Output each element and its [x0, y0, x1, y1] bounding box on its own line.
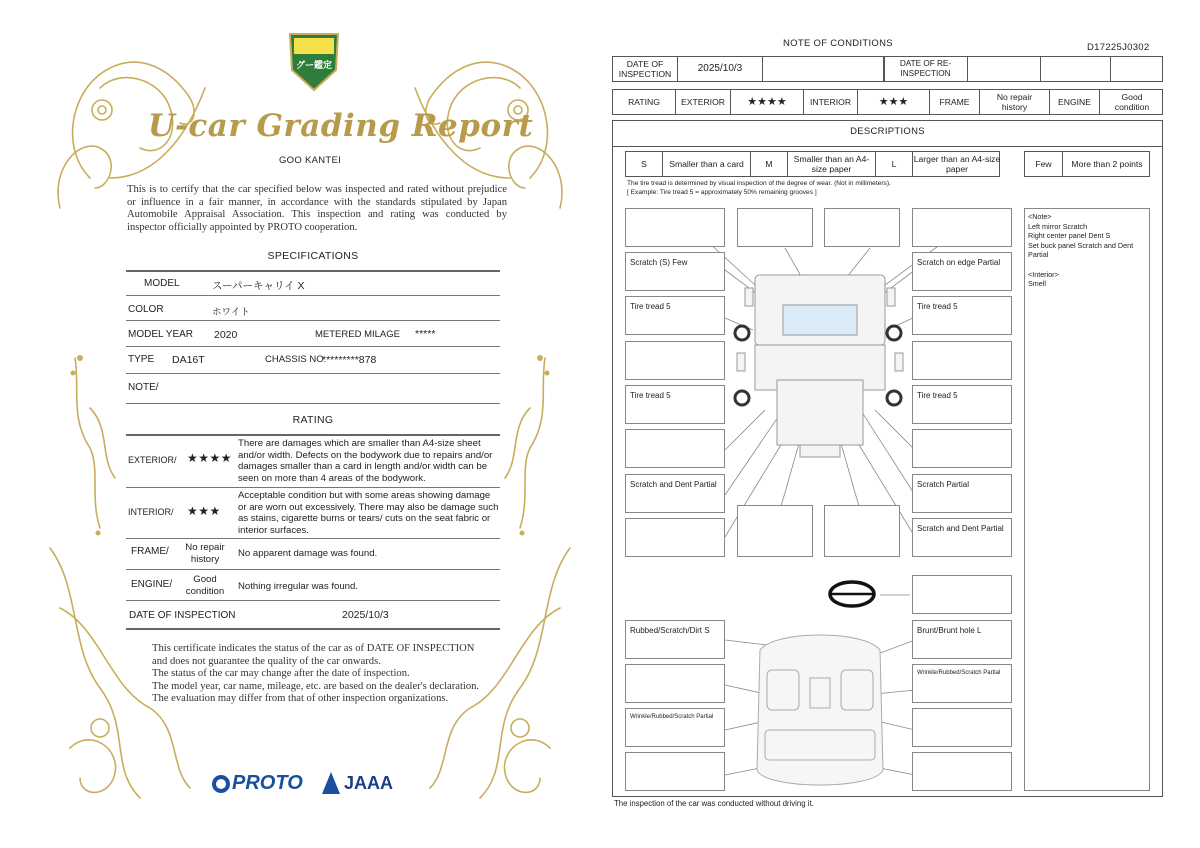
damage-box [625, 385, 725, 424]
damage-box [912, 385, 1012, 424]
ornamental-border [40, 28, 580, 828]
legend-few-desc: More than 2 points [1071, 159, 1143, 169]
exterior-stars: ★★★★ [187, 451, 233, 465]
date-of-inspection-value: 2025/10/3 [342, 609, 389, 621]
descriptions-heading: DESCRIPTIONS [850, 126, 925, 137]
proto-mark-icon [212, 775, 230, 793]
damage-box [824, 505, 900, 557]
frame-description: No apparent damage was found. [238, 548, 378, 559]
disclaimer-line: The evaluation may differ from that of other inspection organizations. [152, 693, 449, 705]
damage-box [912, 429, 1012, 468]
type-label: TYPE [128, 354, 155, 365]
legend-m-desc: Smaller than an A4-size paper [788, 152, 876, 176]
proto-logo-text: PROTO [232, 772, 303, 794]
steering-wheel-icon [830, 582, 874, 606]
damage-box-label: Scratch (S) Few [630, 258, 688, 267]
report-subtitle: GOO KANTEI [278, 155, 342, 166]
damage-box [912, 296, 1012, 335]
engine-label: ENGINE [1050, 90, 1100, 114]
engine-value: Good condition [1114, 92, 1150, 112]
damage-box [737, 505, 813, 557]
jaaa-mark-icon [322, 772, 340, 794]
damage-box [912, 664, 1012, 703]
rating-label: RATING [613, 90, 676, 114]
side-note-line: <Interior> [1028, 269, 1059, 279]
damage-box-label: Tire tread 5 [630, 391, 671, 400]
exterior-label: EXTERIOR [676, 90, 731, 114]
damage-box [912, 752, 1012, 791]
report-title: U-car Grading Report [148, 108, 534, 144]
side-note-line: <Note> [1028, 212, 1052, 221]
legend-few: Few [1025, 152, 1063, 176]
certification-intro: This is to certify that the car specified below was inspected and rated without prejudice or influence in a fair manner, in accordance with the standards stipulated by Japan Automobile Appraisal Association. This inspection and rating was conducted by inspector officially appointed by PROTO cooperation. [127, 184, 507, 233]
damage-box [912, 518, 1012, 557]
rating-heading: RATING [292, 414, 334, 426]
damage-box [625, 296, 725, 335]
exterior-description: There are damages which are smaller than A4-size sheet and/or width. Defects on the bodywork due to repairs and/or damages smaller than a card in length and/or width can be seen on more than 4 areas of the bodywork. [238, 438, 493, 484]
note-label: NOTE/ [128, 382, 159, 393]
interior-description: Acceptable condition but with some areas showing damage or are worn out excessively. There may also be damage such as stains, cigarette burns or tears/ cuts on the seat fabric or interior surfaces. [238, 490, 499, 536]
damage-box-label: Wrinkle/Rubbed/Scratch Partial [630, 714, 714, 720]
damage-box [912, 341, 1012, 380]
legend-s: S [626, 152, 663, 176]
damage-box [625, 474, 725, 513]
date-of-inspection-label: DATE OF INSPECTION [129, 610, 236, 621]
model-year-label: MODEL YEAR [128, 329, 194, 340]
exterior-stars: ★★★★ [731, 90, 804, 114]
damage-box [625, 620, 725, 659]
damage-box-label: Tire tread 5 [630, 302, 671, 311]
damage-box-label: Brunt/Brunt hole L [917, 626, 982, 635]
damage-box [625, 708, 725, 747]
damage-box [912, 252, 1012, 291]
side-note-line: Smell [1028, 279, 1046, 289]
date-of-inspection-value: 2025/10/3 [678, 57, 763, 81]
tire-note-2: [ Example: Tire tread 5 = approximately 50% remaining grooves ] [627, 189, 817, 196]
grading-certificate [40, 28, 580, 828]
metered-mileage-value: ***** [415, 328, 436, 340]
tire-note-1: The tire tread is determined by visual inspection of the degree of wear. (Not in millimeters). [627, 180, 891, 187]
damage-box [737, 208, 813, 247]
jaaa-logo-text: JAAA [344, 772, 394, 793]
interior-stars: ★★★ [858, 90, 930, 114]
damage-box-label: Tire tread 5 [917, 302, 958, 311]
damage-box-label: Scratch and Dent Partial [630, 480, 717, 489]
legend-l-desc: Larger than an A4-size paper [913, 154, 1001, 174]
frame-label: FRAME/ [131, 546, 169, 557]
interior-stars: ★★★ [187, 504, 221, 518]
damage-box-label: Scratch on edge Partial [917, 258, 1001, 267]
damage-box [625, 752, 725, 791]
side-note-line: Set buck panel Scratch and Dent Partial [1028, 240, 1134, 260]
damage-box [625, 518, 725, 557]
model-year-value: 2020 [214, 329, 238, 341]
proto-logo [212, 772, 303, 795]
legend-m: M [751, 152, 788, 176]
damage-box [625, 341, 725, 380]
damage-box [625, 429, 725, 468]
jaaa-logo [322, 772, 393, 794]
frame-label: FRAME [930, 90, 980, 114]
damage-box [912, 474, 1012, 513]
disclaimer-line: The model year, car name, mileage, etc. are based on the dealer's declaration. [152, 680, 480, 692]
damage-box [912, 620, 1012, 659]
frame-value: No repair history [185, 542, 225, 565]
inspection-footer-note: The inspection of the car was conducted without driving it. [614, 799, 814, 808]
note-title: NOTE OF CONDITIONS [783, 38, 893, 49]
disclaimer [152, 643, 492, 706]
type-value: DA16T [172, 354, 205, 366]
metered-mileage-label: METERED MILAGE [315, 329, 400, 340]
document-id: D17225J0302 [1087, 42, 1150, 53]
side-note-line: Right center panel Dent S [1028, 231, 1111, 241]
frame-value: No repair history [980, 90, 1050, 114]
engine-label: ENGINE/ [131, 579, 173, 590]
damage-box-label: Rubbed/Scratch/Dirt S [630, 626, 710, 635]
note-of-conditions [605, 30, 1170, 820]
engine-description: Nothing irregular was found. [238, 581, 358, 592]
chassis-value: *********878 [322, 354, 377, 366]
specifications-heading: SPECIFICATIONS [267, 250, 359, 262]
color-label: COLOR [128, 304, 164, 315]
legend-l: L [876, 152, 913, 176]
damage-box [625, 664, 725, 703]
damage-box-label: Scratch and Dent Partial [917, 524, 1004, 533]
exterior-label: EXTERIOR/ [128, 455, 177, 465]
damage-box [912, 208, 1012, 247]
engine-value: Good condition [185, 574, 225, 597]
interior-label: INTERIOR/ [128, 507, 174, 517]
damage-box-label: Wrinkle/Rubbed/Scratch Partial [917, 670, 1001, 676]
damage-box [625, 252, 725, 291]
damage-box [912, 708, 1012, 747]
damage-box [625, 208, 725, 247]
model-label: MODEL [144, 278, 180, 289]
side-note-line: Left mirror Scratch [1028, 221, 1088, 231]
color-value: ホワイト [212, 307, 250, 318]
damage-box [824, 208, 900, 247]
model-value: スーパーキャリイ X [212, 280, 305, 292]
date-of-inspection-label: DATE OF INSPECTION [613, 57, 678, 81]
damage-box [912, 575, 1012, 614]
badge-logo-text: グー鑑定 [295, 60, 332, 70]
chassis-label: CHASSIS NO. [265, 354, 327, 365]
damage-box-label: Scratch Partial [917, 480, 970, 489]
legend-s-desc: Smaller than a card [663, 152, 751, 176]
date-of-reinspection-label: DATE OF RE-INSPECTION [883, 57, 968, 81]
disclaimer-line: The status of the car may change after the date of inspection. [152, 668, 410, 680]
disclaimer-line: This certificate indicates the status of the car as of DATE OF INSPECTION and does not guarantee the quality of the car onwards. [152, 643, 475, 667]
interior-label: INTERIOR [804, 90, 858, 114]
damage-box-label: Tire tread 5 [917, 391, 958, 400]
